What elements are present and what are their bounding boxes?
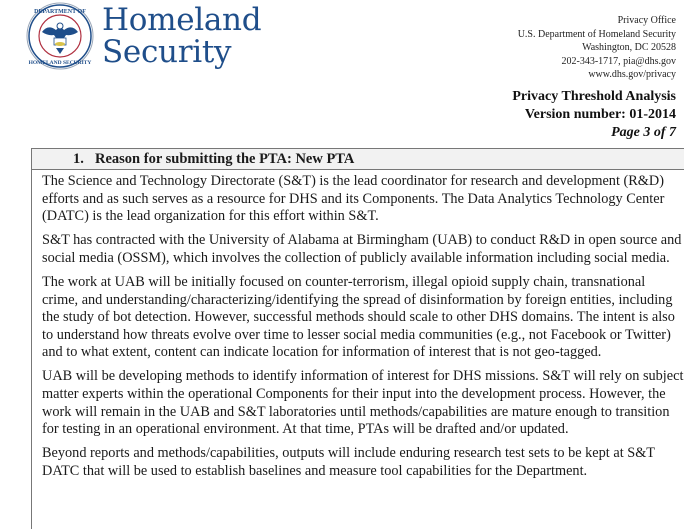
paragraph: S&T has contracted with the University of Alabama at Birmingham (UAB) to conduct R&D in open source and social media (OSSM), which involves the collection of publicly available information including social media. — [42, 232, 682, 266]
office-address — [518, 14, 676, 82]
city-zip: Washington, DC 20528 — [582, 42, 676, 53]
pta-reason-section — [31, 148, 684, 529]
section-number: 1. — [73, 151, 84, 167]
dhs-logo — [26, 2, 266, 72]
wordmark-homeland: Homeland — [102, 2, 262, 38]
paragraph: The Science and Technology Directorate (S&T) is the lead coordinator for research and development (R&D) efforts and as such serves as a resource for DHS and its Components. The Data Analytics Technology Center (DATC) is the lead organization for this effort within S&T. — [42, 173, 665, 225]
document-title: Privacy Threshold Analysis — [512, 89, 676, 104]
page-number: Page 3 of 7 — [611, 125, 676, 140]
department-name: U.S. Department of Homeland Security — [517, 28, 676, 40]
svg-text:HOMELAND SECURITY: HOMELAND SECURITY — [28, 60, 92, 66]
version-number: Version number: 01-2014 — [524, 107, 676, 122]
section-title: Reason for submitting the PTA: New PTA — [95, 151, 355, 167]
svg-text:DEPARTMENT OF: DEPARTMENT OF — [34, 9, 86, 15]
paragraph: The work at UAB will be initially focused on counter-terrorism, illegal opioid supply chain, transnational crime, and understanding/characterizing/identifying the spread of disinformation by foreign entities, including the study of bot detection. However, successful methods should scale to other DHS domains. The intent is also to understand how threats evolve over time to lesser social media communities (e.g., not Facebook or Twitter) and to what extent, content can indicate location for information of interest that is not geo-tagged. — [42, 273, 675, 361]
document-meta — [512, 88, 676, 142]
section-body — [32, 170, 684, 481]
section-heading — [32, 149, 684, 170]
dhs-seal-icon — [26, 2, 94, 70]
paragraph: Beyond reports and methods/capabilities, outputs will include enduring research test sets to be kept at S&T DATC that will be used to establish baselines and measure tool capabilities for the Department. — [42, 445, 655, 479]
paragraph: UAB will be developing methods to identify information of interest for DHS missions. S&T will rely on subject matter experts within the operational Components for their input into the development process. However, the work will remain in the UAB and S&T laboratories until methods/capabilities are mature enough to transition for testing in an operational environment. At that time, PTAs will be drafted and/or updated. — [42, 368, 684, 438]
website: www.dhs.gov/privacy — [588, 69, 676, 80]
wordmark-security: Security — [102, 34, 232, 70]
office-name: Privacy Office — [617, 15, 676, 26]
dhs-wordmark — [102, 4, 261, 68]
contact-info: 202-343-1717, pia@dhs.gov — [561, 55, 676, 67]
